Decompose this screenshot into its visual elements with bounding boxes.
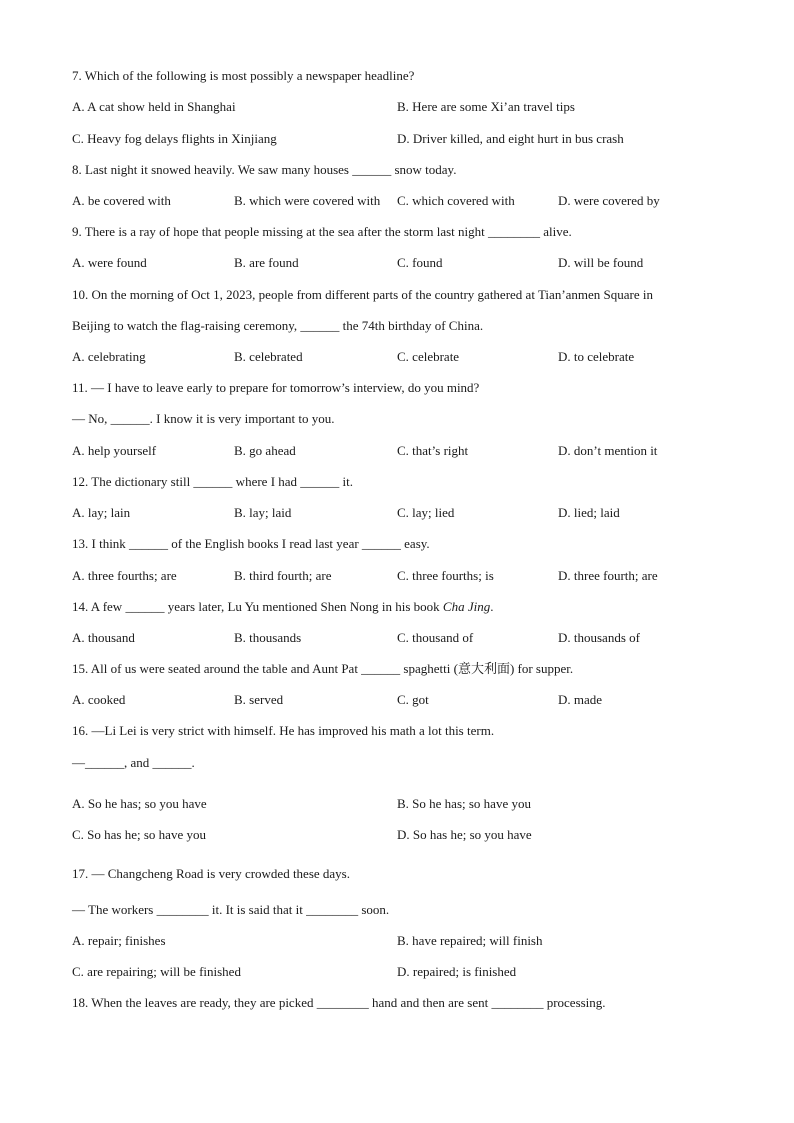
q14-option-b: B. thousands xyxy=(234,630,302,645)
question-15-stem: 15. All of us were seated around the table and Aunt Pat ______ spaghetti (意大利面) for supper. xyxy=(72,661,574,676)
question-17-stem-2: — The workers ________ it. It is said that it ________ soon. xyxy=(72,902,390,917)
question-7-options xyxy=(72,99,722,115)
question-17-options-2 xyxy=(72,964,722,980)
question-9-options xyxy=(72,255,722,271)
q16-option-d: D. So has he; so you have xyxy=(397,827,532,842)
question-16-options xyxy=(72,796,722,812)
question-7-options-2 xyxy=(72,131,722,147)
q7-option-d: D. Driver killed, and eight hurt in bus crash xyxy=(397,131,624,146)
question-11-stem-2: — No, ______. I know it is very important to you. xyxy=(72,411,335,426)
q17-option-d: D. repaired; is finished xyxy=(397,964,517,979)
q8-option-c: C. which covered with xyxy=(397,193,515,208)
q16-option-a: A. So he has; so you have xyxy=(72,796,207,811)
q15-option-c: C. got xyxy=(397,692,429,707)
q9-option-d: D. will be found xyxy=(558,255,644,270)
q7-option-b: B. Here are some Xi’an travel tips xyxy=(397,99,575,114)
q10-option-b: B. celebrated xyxy=(234,349,303,364)
q13-option-a: A. three fourths; are xyxy=(72,568,177,583)
question-14-options xyxy=(72,630,722,646)
q11-option-b: B. go ahead xyxy=(234,443,296,458)
question-7-stem: 7. Which of the following is most possibly a newspaper headline? xyxy=(72,68,415,83)
question-17-options xyxy=(72,933,722,949)
q12-option-d: D. lied; laid xyxy=(558,505,620,520)
q10-option-a: A. celebrating xyxy=(72,349,146,364)
question-16-stem-1: 16. —Li Lei is very strict with himself. He has improved his math a lot this term. xyxy=(72,723,495,738)
q9-option-a: A. were found xyxy=(72,255,147,270)
q15-option-d: D. made xyxy=(558,692,603,707)
q14-stem-end: . xyxy=(490,599,494,614)
question-15-options xyxy=(72,692,722,708)
q17-option-c: C. are repairing; will be finished xyxy=(72,964,241,979)
question-16-stem-2: —______, and ______. xyxy=(72,755,195,770)
q14-book-title: Cha Jing xyxy=(442,599,491,614)
q14-option-a: A. thousand xyxy=(72,630,135,645)
q12-option-b: B. lay; laid xyxy=(234,505,292,520)
question-13-stem: 13. I think ______ of the English books I read last year ______ easy. xyxy=(72,536,430,551)
q13-option-d: D. three fourth; are xyxy=(558,568,658,583)
q8-option-a: A. be covered with xyxy=(72,193,171,208)
q12-option-c: C. lay; lied xyxy=(397,505,455,520)
q14-stem-text: 14. A few ______ years later, Lu Yu mentioned Shen Nong in his book xyxy=(72,599,443,614)
question-10-stem-2: Beijing to watch the flag-raising ceremony, ______ the 74th birthday of China. xyxy=(72,318,484,333)
q13-option-c: C. three fourths; is xyxy=(397,568,494,583)
q10-option-d: D. to celebrate xyxy=(558,349,635,364)
question-18-stem: 18. When the leaves are ready, they are picked ________ hand and then are sent ________ processing. xyxy=(72,995,606,1010)
question-10-options xyxy=(72,349,722,365)
q17-option-a: A. repair; finishes xyxy=(72,933,166,948)
question-9-stem: 9. There is a ray of hope that people missing at the sea after the storm last night ________ alive. xyxy=(72,224,572,239)
q11-option-d: D. don’t mention it xyxy=(558,443,658,458)
q8-option-b: B. which were covered with xyxy=(234,193,381,208)
q16-option-c: C. So has he; so have you xyxy=(72,827,206,842)
q11-option-a: A. help yourself xyxy=(72,443,157,458)
q16-option-b: B. So he has; so have you xyxy=(397,796,531,811)
q10-option-c: C. celebrate xyxy=(397,349,460,364)
question-12-stem: 12. The dictionary still ______ where I had ______ it. xyxy=(72,474,354,489)
q15-option-a: A. cooked xyxy=(72,692,126,707)
q9-option-c: C. found xyxy=(397,255,443,270)
question-11-stem-1: 11. — I have to leave early to prepare for tomorrow’s interview, do you mind? xyxy=(72,380,480,395)
question-17-stem-1: 17. — Changcheng Road is very crowded these days. xyxy=(72,866,350,881)
question-14-stem xyxy=(72,599,493,615)
q14-option-c: C. thousand of xyxy=(397,630,474,645)
q9-option-b: B. are found xyxy=(234,255,299,270)
q17-option-b: B. have repaired; will finish xyxy=(397,933,543,948)
q15-option-b: B. served xyxy=(234,692,284,707)
question-11-options xyxy=(72,443,722,459)
q7-option-a: A. A cat show held in Shanghai xyxy=(72,99,236,114)
q12-option-a: A. lay; lain xyxy=(72,505,131,520)
question-13-options xyxy=(72,568,722,584)
question-10-stem-1: 10. On the morning of Oct 1, 2023, people from different parts of the country gathered at Tian’anmen Square in xyxy=(72,287,654,302)
question-8-stem: 8. Last night it snowed heavily. We saw many houses ______ snow today. xyxy=(72,162,457,177)
question-8-options xyxy=(72,193,722,209)
q7-option-c: C. Heavy fog delays flights in Xinjiang xyxy=(72,131,277,146)
q8-option-d: D. were covered by xyxy=(558,193,660,208)
question-16-options-2 xyxy=(72,827,722,843)
question-12-options xyxy=(72,505,722,521)
q11-option-c: C. that’s right xyxy=(397,443,469,458)
q14-option-d: D. thousands of xyxy=(558,630,640,645)
q13-option-b: B. third fourth; are xyxy=(234,568,332,583)
